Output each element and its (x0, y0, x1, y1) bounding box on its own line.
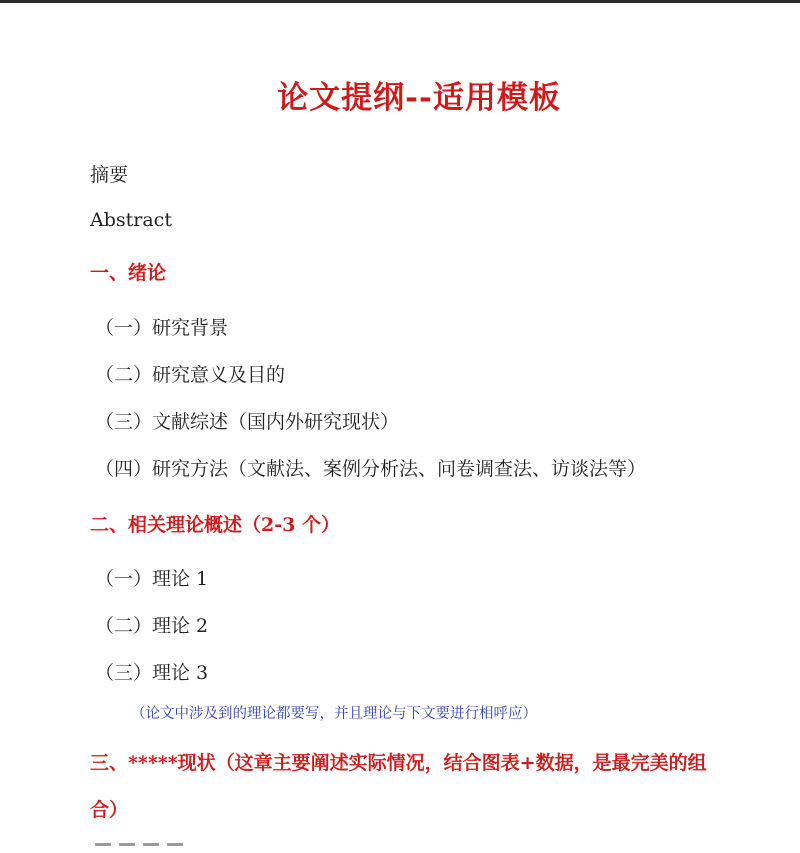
abstract-cn-label: 摘要 (90, 164, 129, 186)
section-3-heading-line-1: 三、*****现状（这章主要阐述实际情况，结合图表+数据，是最完美的组 (90, 752, 707, 774)
section-3-heading-line-2: 合） (90, 799, 129, 821)
section-1-item-1: （一）研究背景 (95, 317, 229, 339)
section-1-item-4: （四）研究方法（文献法、案例分析法、问卷调查法、访谈法等） (95, 458, 647, 480)
section-1-item-3: （三）文献综述（国内外研究现状） (95, 411, 400, 433)
section-2-item-1: （一）理论 1 (95, 568, 209, 590)
section-2-item-2: （二）理论 2 (95, 615, 209, 637)
section-2-heading: 二、相关理论概述（2-3 个） (90, 514, 340, 536)
section-1-item-2: （二）研究意义及目的 (95, 364, 286, 386)
section-2-note: （论文中涉及到的理论都要写，并且理论与下文要进行相呼应） (131, 706, 537, 722)
section-1-heading: 一、绪论 (90, 262, 167, 284)
document-title: 论文提纲--适用模板 (277, 80, 561, 116)
section-2-item-3: （三）理论 3 (95, 662, 209, 684)
cropped-next-line (95, 843, 205, 853)
abstract-en-label: Abstract (90, 209, 172, 231)
